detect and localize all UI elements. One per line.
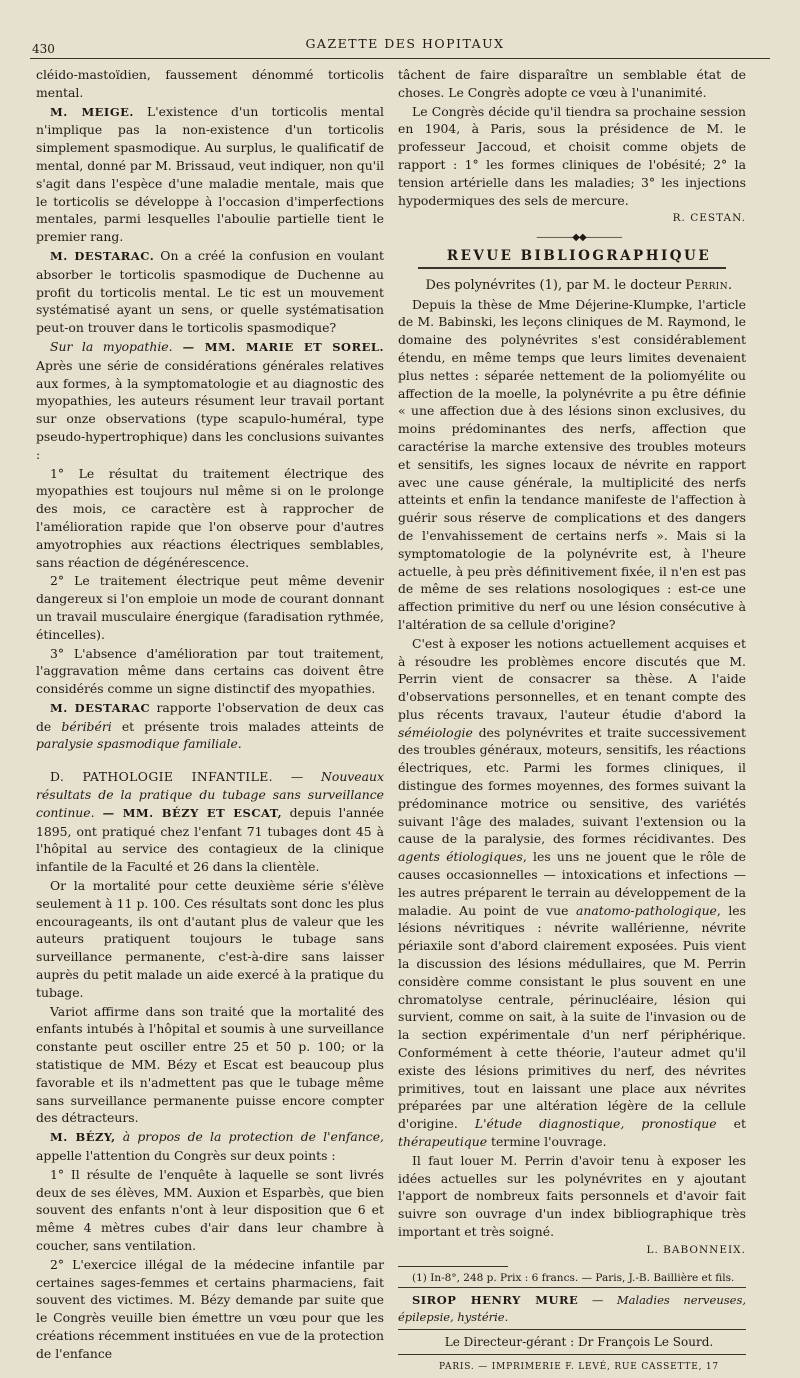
printer-imprint: PARIS. — IMPRIMERIE F. LEVÉ, RUE CASSETTE, 17 bbox=[439, 1361, 719, 1372]
header-rule bbox=[30, 58, 770, 59]
paragraph: tâchent de faire disparaître un semblable état de choses. Le Congrès adopte ce vœu à l'unanimité. bbox=[398, 67, 746, 100]
paragraph: M. DESTARAC. On a créé la confusion en voulant absorber le torticolis spasmodique de Duchenne au profit du torticolis mental. Le tic est un mouvement systématisé ayant un sens, or quelle systématisation peut-on trouver dans le torticolis spasmodique? bbox=[36, 247, 384, 336]
advert-rule bbox=[398, 1329, 746, 1330]
left-column bbox=[36, 66, 384, 1364]
paragraph: Le Congrès décide qu'il tiendra sa prochaine session en 1904, à Paris, sous la présidence de M. le professeur Jaccoud, et choisit comme objets de rapport : 1° les formes cliniques de l'obésité; 2° la tension artérielle dans les maladies; 3° les injections hypodermiques des sels de mercure. bbox=[398, 103, 746, 208]
paragraph: Il faut louer M. Perrin d'avoir tenu à exposer les idées actuelles sur les polynévrites en y ajoutant l'apport de nombreux faits personnels et d'avoir fait suivre son ouvrage d'un index bibliographique très important et très soigné. bbox=[398, 1152, 746, 1239]
imprint-rule bbox=[398, 1354, 746, 1355]
paragraph: M. DESTARAC rapporte l'observation de deux cas de béribéri et présente trois malades atteints de paralysie spasmodique familiale. bbox=[36, 699, 385, 752]
paragraph: Depuis la thèse de Mme Déjerine-Klumpke, l'article de M. Babinski, les leçons cliniques de M. Raymond, le domaine des polynévrites s'est considérablement étendu, en même temps que leurs limites devenaient plus nettes : séparée nettement de la poliomyélite ou affection de la moelle, la polynévrite a pu être définie « une affection due à des lésions sinon exclusives, du moins prédominantes des nerfs, affection que caractérise la marche extensive des troubles moteurs et sensitifs, les signes locaux de névrite en rapport avec une cause générale, la multiplicité des nerfs atteints et enfin la tendance manifeste de l'affection à guérir sous réserve de complications et des dangers de l'envahissement de certains nerfs ». Mais si la symptomatologie de la polynévrite est, à l'heure actuelle, à peu près définitivement fixée, il n'en est pas de même de ses relations nosologiques : est-ce une affection primitive du nerf ou une lésion consécutive à l'altération de sa cellule d'origine? bbox=[398, 296, 746, 632]
section-rule bbox=[418, 267, 726, 269]
article-title: Des polynévrites (1), par M. le docteur Perrin. bbox=[425, 277, 733, 293]
paragraph: Variot affirme dans son traité que la mortalité des enfants intubés à l'hôpital et soumis à une surveillance constante peut osciller entre 25 et 50 p. 100; or la statistique de MM. Bézy et Escat est beaucoup plus favorable et ils n'admettent pas que le tubage même sans surveillance permanente puisse encore compter des détracteurs. bbox=[36, 1003, 384, 1126]
publisher-line: Le Directeur-gérant : Dr François Le Sourd. bbox=[444, 1335, 714, 1350]
section-paragraph: D. PATHOLOGIE INFANTILE. — Nouveaux résultats de la pratique du tubage sans surveillance continue. — MM. BÉZY ET ESCAT, depuis l'année 1895, ont pratiqué chez l'enfant 71 tubages dont 45 à l'hôpital au service des contagieux de la clinique infantile de la Faculté et 26 dans la clientèle. bbox=[36, 769, 384, 875]
advert-rule bbox=[398, 1287, 746, 1288]
footnote-rule bbox=[398, 1266, 508, 1267]
paragraph: C'est à exposer les notions actuellement acquises et à résoudre les problèmes encore discutés que M. Perrin vient de consacrer sa thèse. A l'aide d'observations personnelles, et en tenant compte des plus récents travaux, l'auteur étudie d'abord la séméiologie des polynévrites et traite successivement des troubles généraux, moteurs, sensitifs, les réactions électriques, etc. Parmi les formes cliniques, il distingue des formes moyennes, des formes suivant la prédominance motrice ou sensitive, des variétés suivant l'âge des malades, suivant l'extension ou la cause de la paralysie, des formes récidivantes. Des agents étiologiques, les uns ne jouent que le rôle de causes occasionnelles — intoxications et infections — les autres préparent le terrain au développement de la maladie. Au point de vue anatomo-pathologique, les lésions névritiques : névrite wallérienne, névrite périaxile sont d'abord clairement exposées. Puis vient la discussion des lésions médullaires, que M. Perrin considère comme consistant le plus souvent en une chromatolyse centrale, périnucléaire, lésion qui survient, comme on sait, à la suite de l'invasion ou de la section expérimentale d'un nerf périphérique. Conformément à cette théorie, l'auteur admet qu'il existe des lésions primitives du nerf, des névrites primitives, tout en laissant une place aux névrites préparées par une altération légère de la cellule d'origine. L'étude diagnostique, pronostique et thérapeutique termine l'ouvrage. bbox=[398, 635, 746, 1150]
running-title: GAZETTE DES HOPITAUX bbox=[305, 35, 505, 51]
paragraph: 2° L'exercice illégal de la médecine infantile par certaines sages-femmes et certains pharmaciens, fait souvent des victimes. M. Bézy demande par suite que le Congrès veuille bien émettre un vœu pour que les créations récemment instituées en vue de la protection de l'enfance bbox=[36, 1256, 384, 1361]
footnote: (1) In-8°, 248 p. Prix : 6 francs. — Paris, J.-B. Baillière et fils. bbox=[412, 1271, 735, 1284]
paragraph: 3° L'absence d'amélioration par tout traitement, l'aggravation même dans certains cas doivent être considérés comme un signe distinctif des myopathies. bbox=[36, 645, 384, 697]
paragraph: M. MEIGE. L'existence d'un torticolis mental n'implique pas la non-existence d'un torticolis simplement spasmodique. Au surplus, le qualificatif de mental, donné par M. Brissaud, veut indiquer, non qu'il s'agit dans l'espèce d'une maladie mentale, mais que le torticolis se développe à l'occasion d'imperfections mentales, parmi lesquelles l'aboulie partielle tient le premier rang. bbox=[36, 103, 384, 245]
signature: L. BABONNEIX. bbox=[646, 1243, 746, 1256]
signature: R. CESTAN. bbox=[672, 212, 746, 225]
page-header bbox=[30, 30, 770, 56]
paragraph: cléido-mastoïdien, faussement dénommé torticolis mental. bbox=[36, 67, 384, 100]
advertisement: SIROP HENRY MURE — Maladies nerveuses, épilepsie, hystérie. bbox=[398, 1292, 746, 1325]
paragraph: M. BÉZY, à propos de la protection de l'enfance, appelle l'attention du Congrès sur deux points : bbox=[36, 1129, 384, 1164]
section-title: REVUE BIBLIOGRAPHIQUE bbox=[446, 247, 712, 264]
ornament-divider: ————◆◆———— bbox=[536, 232, 622, 244]
right-column bbox=[398, 66, 746, 1378]
paragraph: Or la mortalité pour cette deuxième série s'élève seulement à 11 p. 100. Ces résultats sont donc les plus encourageants, ils ont d'autant plus de valeur que les auteurs pratiquent toujours le tubage sans surveillance permanente, c'est-à-dire sans laisser auprès du petit malade un aide exercé à la pratique du tubage. bbox=[36, 878, 384, 1000]
paragraph: 2° Le traitement électrique peut même devenir dangereux si l'on emploie un mode de courant donnant un travail musculaire énergique (faradisation rythmée, étincelles). bbox=[36, 573, 384, 642]
paragraph: 1° Le résultat du traitement électrique des myopathies est toujours nul même si on le prolonge des mois, ce caractère est à rapprocher de l'amélioration rapide que l'on observe pour d'autres amyotrophies aux réactions électriques semblables, sans réaction de dégénérescence. bbox=[36, 465, 384, 570]
paragraph: 1° Il résulte de l'enquête à laquelle se sont livrés deux de ses élèves, MM. Auxion et Esparbès, que bien souvent des enfants n'ont à leur disposition que 6 et même 4 mètres cubes d'air dans leur chambre à coucher, sans ventilation. bbox=[36, 1166, 384, 1253]
paragraph: Sur la myopathie. — MM. MARIE ET SOREL. Après une série de considérations générales relatives aux formes, à la symptomatologie et au diagnostic des myopathies, les auteurs résument leur travail portant sur onze observations (type scapulo-huméral, type pseudo-hypertrophique) dans les conclusions suivantes : bbox=[36, 338, 384, 462]
page-number: 430 bbox=[32, 42, 55, 56]
